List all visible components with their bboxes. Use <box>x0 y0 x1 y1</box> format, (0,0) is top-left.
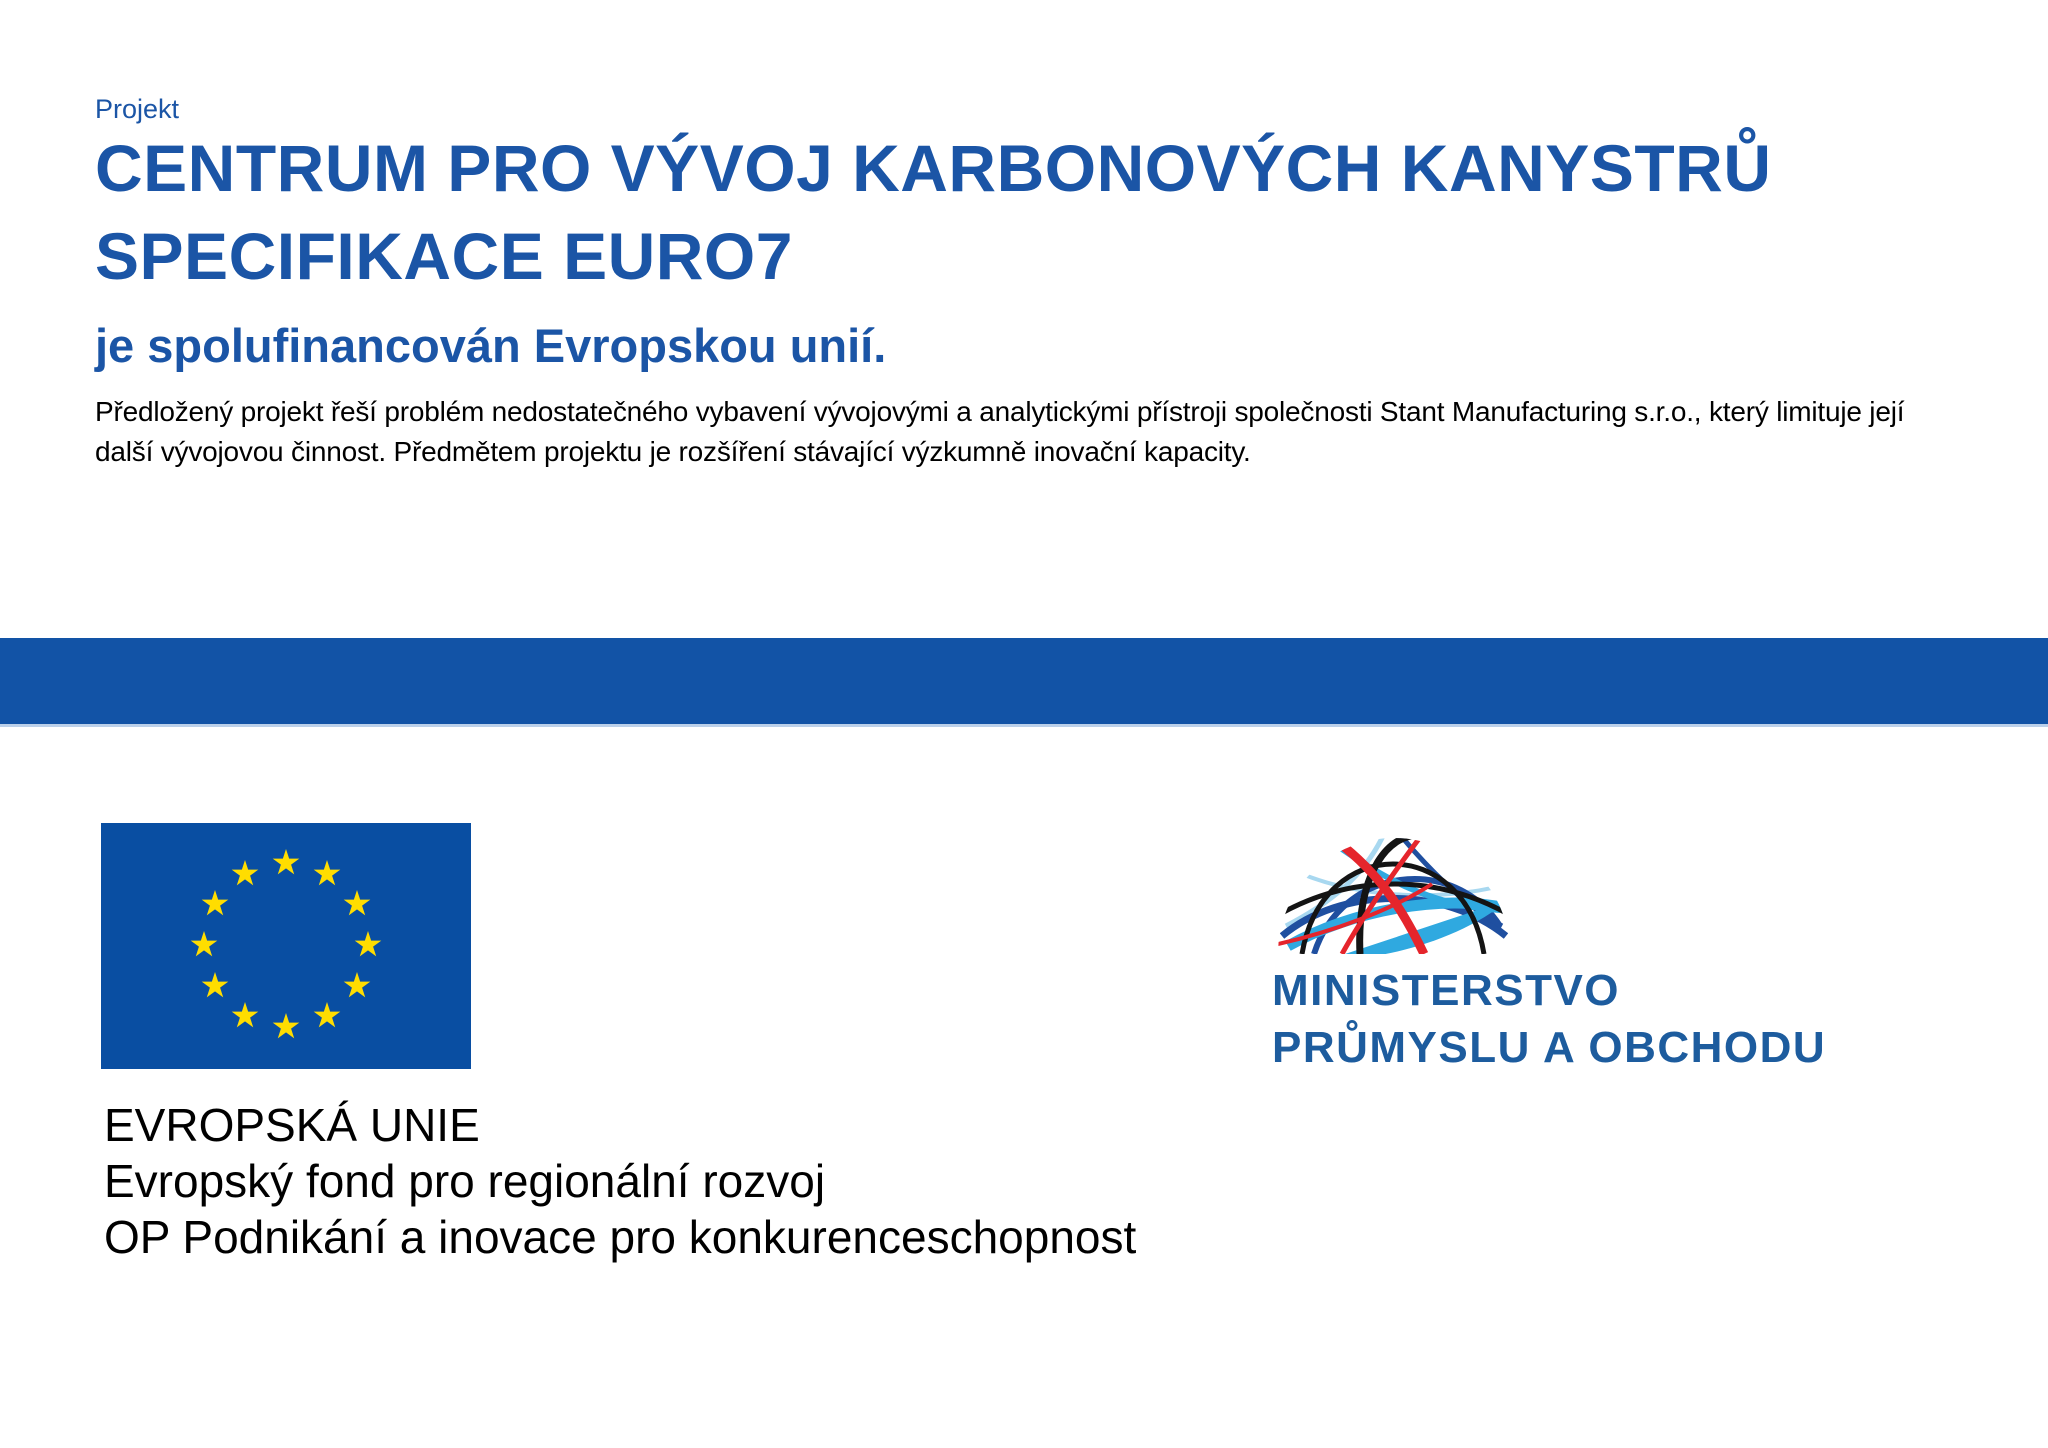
eu-fund-line-3: OP Podnikání a inovace pro konkurenceschopnost <box>104 1211 1137 1263</box>
eu-fund-line-1: EVROPSKÁ UNIE <box>104 1099 480 1151</box>
ministry-wordmark-line-1: MINISTERSTVO <box>1272 966 1621 1015</box>
project-title-line-1: CENTRUM PRO VÝVOJ KARBONOVÝCH KANYSTRŮ <box>95 131 1772 205</box>
project-kicker: Projekt <box>95 94 180 124</box>
project-description <box>95 392 1904 472</box>
cofinancing-subtitle: je spolufinancován Evropskou unií. <box>95 319 887 372</box>
ministry-globe-icon <box>1272 814 1516 956</box>
project-title-line-2: SPECIFIKACE EURO7 <box>95 219 793 293</box>
eu-fund-text <box>104 1097 1136 1265</box>
ministry-wordmark-line-2: PRŮMYSLU A OBCHODU <box>1272 1023 1827 1072</box>
project-title <box>95 124 1771 300</box>
project-description-line-2: další vývojovou činnost. Předmětem projektu je rozšíření stávající výzkumně inovační kapacity. <box>95 436 1251 467</box>
eu-flag-icon <box>101 823 471 1069</box>
project-description-line-1: Předložený projekt řeší problém nedostatečného vybavení vývojovými a analytickými přístroji společnosti Stant Manufacturing s.r.o., který limituje její <box>95 396 1905 427</box>
eu-fund-line-2: Evropský fond pro regionální rozvoj <box>104 1155 826 1207</box>
ministry-wordmark <box>1272 962 1826 1076</box>
blue-divider-band <box>0 638 2048 727</box>
